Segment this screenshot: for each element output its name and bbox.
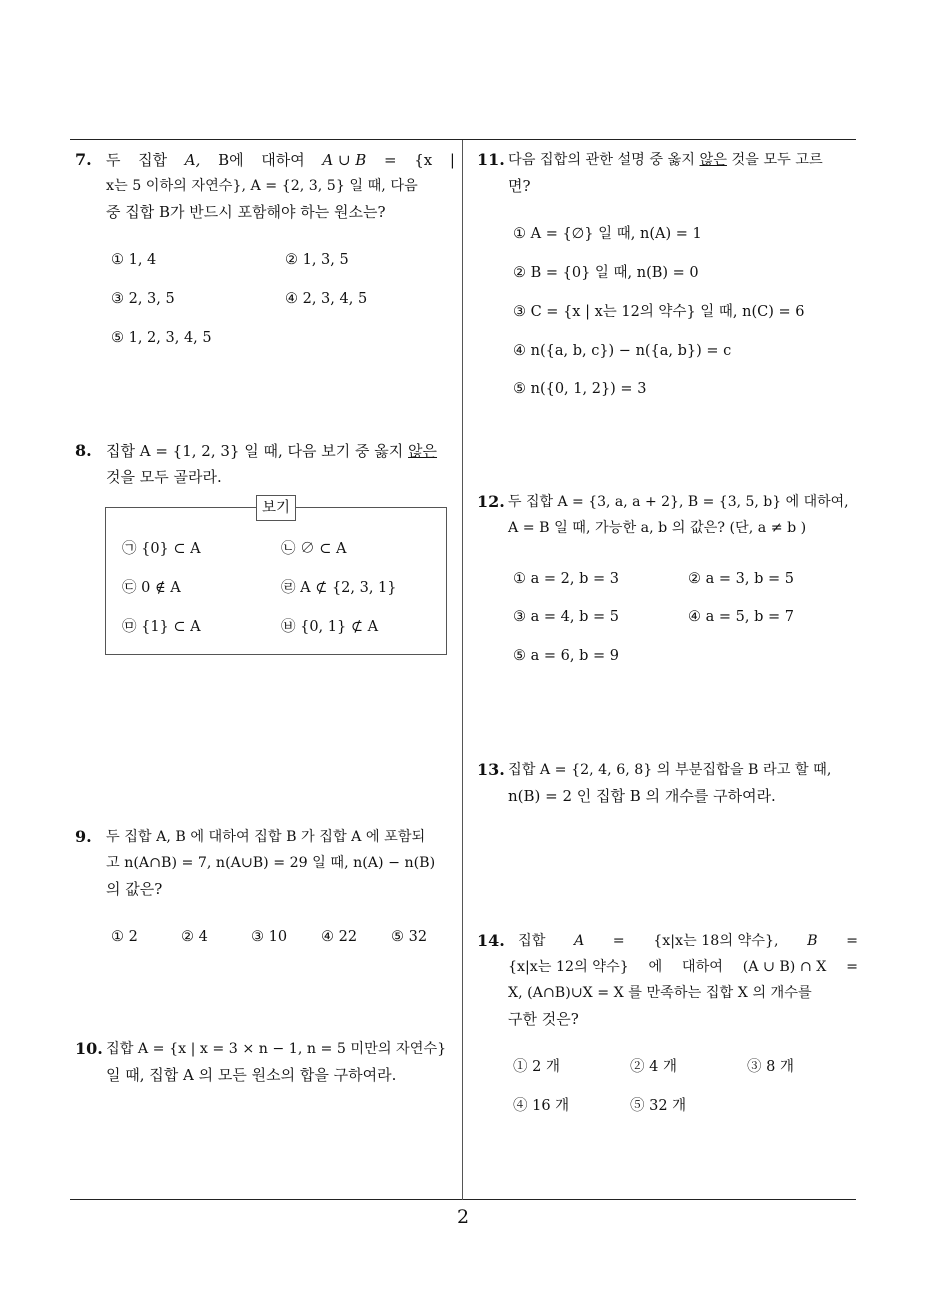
q7-word: | <box>449 151 455 169</box>
q14-option-5[interactable]: ⑤ 32 개 <box>630 1098 687 1114</box>
q14-word: (A ∪ B) ∩ X <box>742 959 827 975</box>
q13-number: 13. <box>477 760 505 779</box>
q12-line1: 두 집합 A = {3, a, a + 2}, B = {3, 5, b} 에 대하여, <box>508 494 849 510</box>
q8-number: 8. <box>75 441 92 460</box>
q14-word: {x|x는 12의 약수} <box>508 959 629 975</box>
q7-option-1[interactable]: ① 1, 4 <box>111 252 157 268</box>
q14-line1 <box>518 928 858 954</box>
q11-option-3[interactable]: ③ C = {x | x는 12의 약수} 일 때, n(C) = 6 <box>513 304 805 320</box>
top-rule <box>70 139 856 140</box>
q7-word: 두 <box>106 151 121 169</box>
q9-number: 9. <box>75 827 92 846</box>
q11-line1 <box>508 147 823 173</box>
q14-option-2[interactable]: ② 4 개 <box>630 1059 677 1075</box>
q8-line1-text: 집합 A = {1, 2, 3} 일 때, 다음 보기 중 옳지 <box>106 442 409 460</box>
q7-word: 대하여 <box>261 151 305 169</box>
q11-option-1[interactable]: ① A = {∅} 일 때, n(A) = 1 <box>513 226 702 242</box>
q14-word: 대하여 <box>681 959 723 975</box>
q7-number: 7. <box>75 150 92 169</box>
q14-word: = <box>846 959 858 975</box>
q7-option-2[interactable]: ② 1, 3, 5 <box>285 252 349 268</box>
bogi-item-4: ㉣ A ⊄ {2, 3, 1} <box>281 580 397 596</box>
q14-option-1[interactable]: ① 2 개 <box>513 1059 560 1075</box>
q14-word: {x|x는 18의 약수}, <box>653 933 779 949</box>
q9-option-1[interactable]: ① 2 <box>111 929 138 945</box>
bogi-item-5: ㉤ {1} ⊂ A <box>122 619 201 635</box>
q11-underlined-word: 않은 <box>699 152 727 168</box>
q7-option-5[interactable]: ⑤ 1, 2, 3, 4, 5 <box>111 330 212 346</box>
q13-line2: n(B) = 2 인 집합 B 의 개수를 구하여라. <box>508 787 776 805</box>
bogi-item-1: ㉠ {0} ⊂ A <box>122 541 201 557</box>
q7-word: A ∪ B <box>322 151 367 169</box>
q9-line3: 의 값은? <box>106 880 163 898</box>
page-number: 2 <box>456 1206 470 1228</box>
bogi-box-label: 보기 <box>256 495 296 521</box>
bottom-rule <box>70 1199 856 1200</box>
q12-number: 12. <box>477 492 505 511</box>
bogi-item-6: ㉥ {0, 1} ⊄ A <box>281 619 379 635</box>
q14-word: 집합 <box>518 933 546 949</box>
q10-line2: 일 때, 집합 A 의 모든 원소의 합을 구하여라. <box>106 1066 397 1084</box>
bogi-item-3: ㉢ 0 ∉ A <box>122 580 181 596</box>
q7-line1 <box>106 147 455 173</box>
q7-option-3[interactable]: ③ 2, 3, 5 <box>111 291 175 307</box>
q9-option-5[interactable]: ⑤ 32 <box>391 929 428 945</box>
q11-number: 11. <box>477 150 505 169</box>
q9-option-3[interactable]: ③ 10 <box>251 929 288 945</box>
q7-word: B에 <box>218 151 244 169</box>
q12-line2: A = B 일 때, 가능한 a, b 의 값은? (단, a ≠ b ) <box>508 520 807 536</box>
q9-option-4[interactable]: ④ 22 <box>321 929 358 945</box>
q14-word: A <box>573 933 585 949</box>
q11-line1-rest: 것을 모두 고르 <box>726 152 823 168</box>
column-divider <box>462 140 463 1200</box>
q14-word: B <box>807 933 818 949</box>
q11-option-2[interactable]: ② B = {0} 일 때, n(B) = 0 <box>513 265 699 281</box>
q8-line2: 것을 모두 골라라. <box>106 468 222 486</box>
q7-line3: 중 집합 B가 반드시 포함해야 하는 원소는? <box>106 203 386 221</box>
q7-option-4[interactable]: ④ 2, 3, 4, 5 <box>285 291 368 307</box>
q10-number: 10. <box>75 1039 103 1058</box>
q7-word: 집합 <box>138 151 168 169</box>
q14-option-4[interactable]: ④ 16 개 <box>513 1098 570 1114</box>
q11-option-5[interactable]: ⑤ n({0, 1, 2}) = 3 <box>513 381 647 397</box>
q7-word: {x <box>414 151 433 169</box>
q14-line2 <box>508 954 858 980</box>
q12-option-2[interactable]: ② a = 3, b = 5 <box>688 571 794 587</box>
q9-line1: 두 집합 A, B 에 대하여 집합 B 가 집합 A 에 포함되 <box>106 829 426 845</box>
q14-option-3[interactable]: ③ 8 개 <box>747 1059 794 1075</box>
q14-number: 14. <box>477 931 505 950</box>
bogi-item-2: ㉡ ∅ ⊂ A <box>281 541 347 557</box>
q11-line1-text: 다음 집합의 관한 설명 중 옳지 <box>508 152 700 168</box>
q14-line3: X, (A∩B)∪X = X 를 만족하는 집합 X 의 개수를 <box>508 985 812 1001</box>
q9-line2: 고 n(A∩B) = 7, n(A∪B) = 29 일 때, n(A) − n(B) <box>106 855 436 871</box>
q8-line1 <box>106 438 437 464</box>
q7-word: = <box>384 151 397 169</box>
q12-option-3[interactable]: ③ a = 4, b = 5 <box>513 609 619 625</box>
q8-underlined-word: 않은 <box>408 442 438 460</box>
q7-line2: x는 5 이하의 자연수}, A = {2, 3, 5} 일 때, 다음 <box>106 178 418 194</box>
q14-word: 에 <box>648 959 663 975</box>
q14-line4: 구한 것은? <box>508 1010 579 1028</box>
q9-option-2[interactable]: ② 4 <box>181 929 208 945</box>
q11-line2: 면? <box>508 177 531 195</box>
q12-option-1[interactable]: ① a = 2, b = 3 <box>513 571 619 587</box>
q7-word: A, <box>184 151 201 169</box>
q12-option-5[interactable]: ⑤ a = 6, b = 9 <box>513 648 619 664</box>
q11-option-4[interactable]: ④ n({a, b, c}) − n({a, b}) = c <box>513 343 732 359</box>
q14-word: = <box>846 933 858 949</box>
q10-line1: 집합 A = {x | x = 3 × n − 1, n = 5 미만의 자연수} <box>106 1041 447 1057</box>
q14-word: = <box>612 933 625 949</box>
q13-line1: 집합 A = {2, 4, 6, 8} 의 부분집합을 B 라고 할 때, <box>508 762 832 778</box>
q12-option-4[interactable]: ④ a = 5, b = 7 <box>688 609 794 625</box>
